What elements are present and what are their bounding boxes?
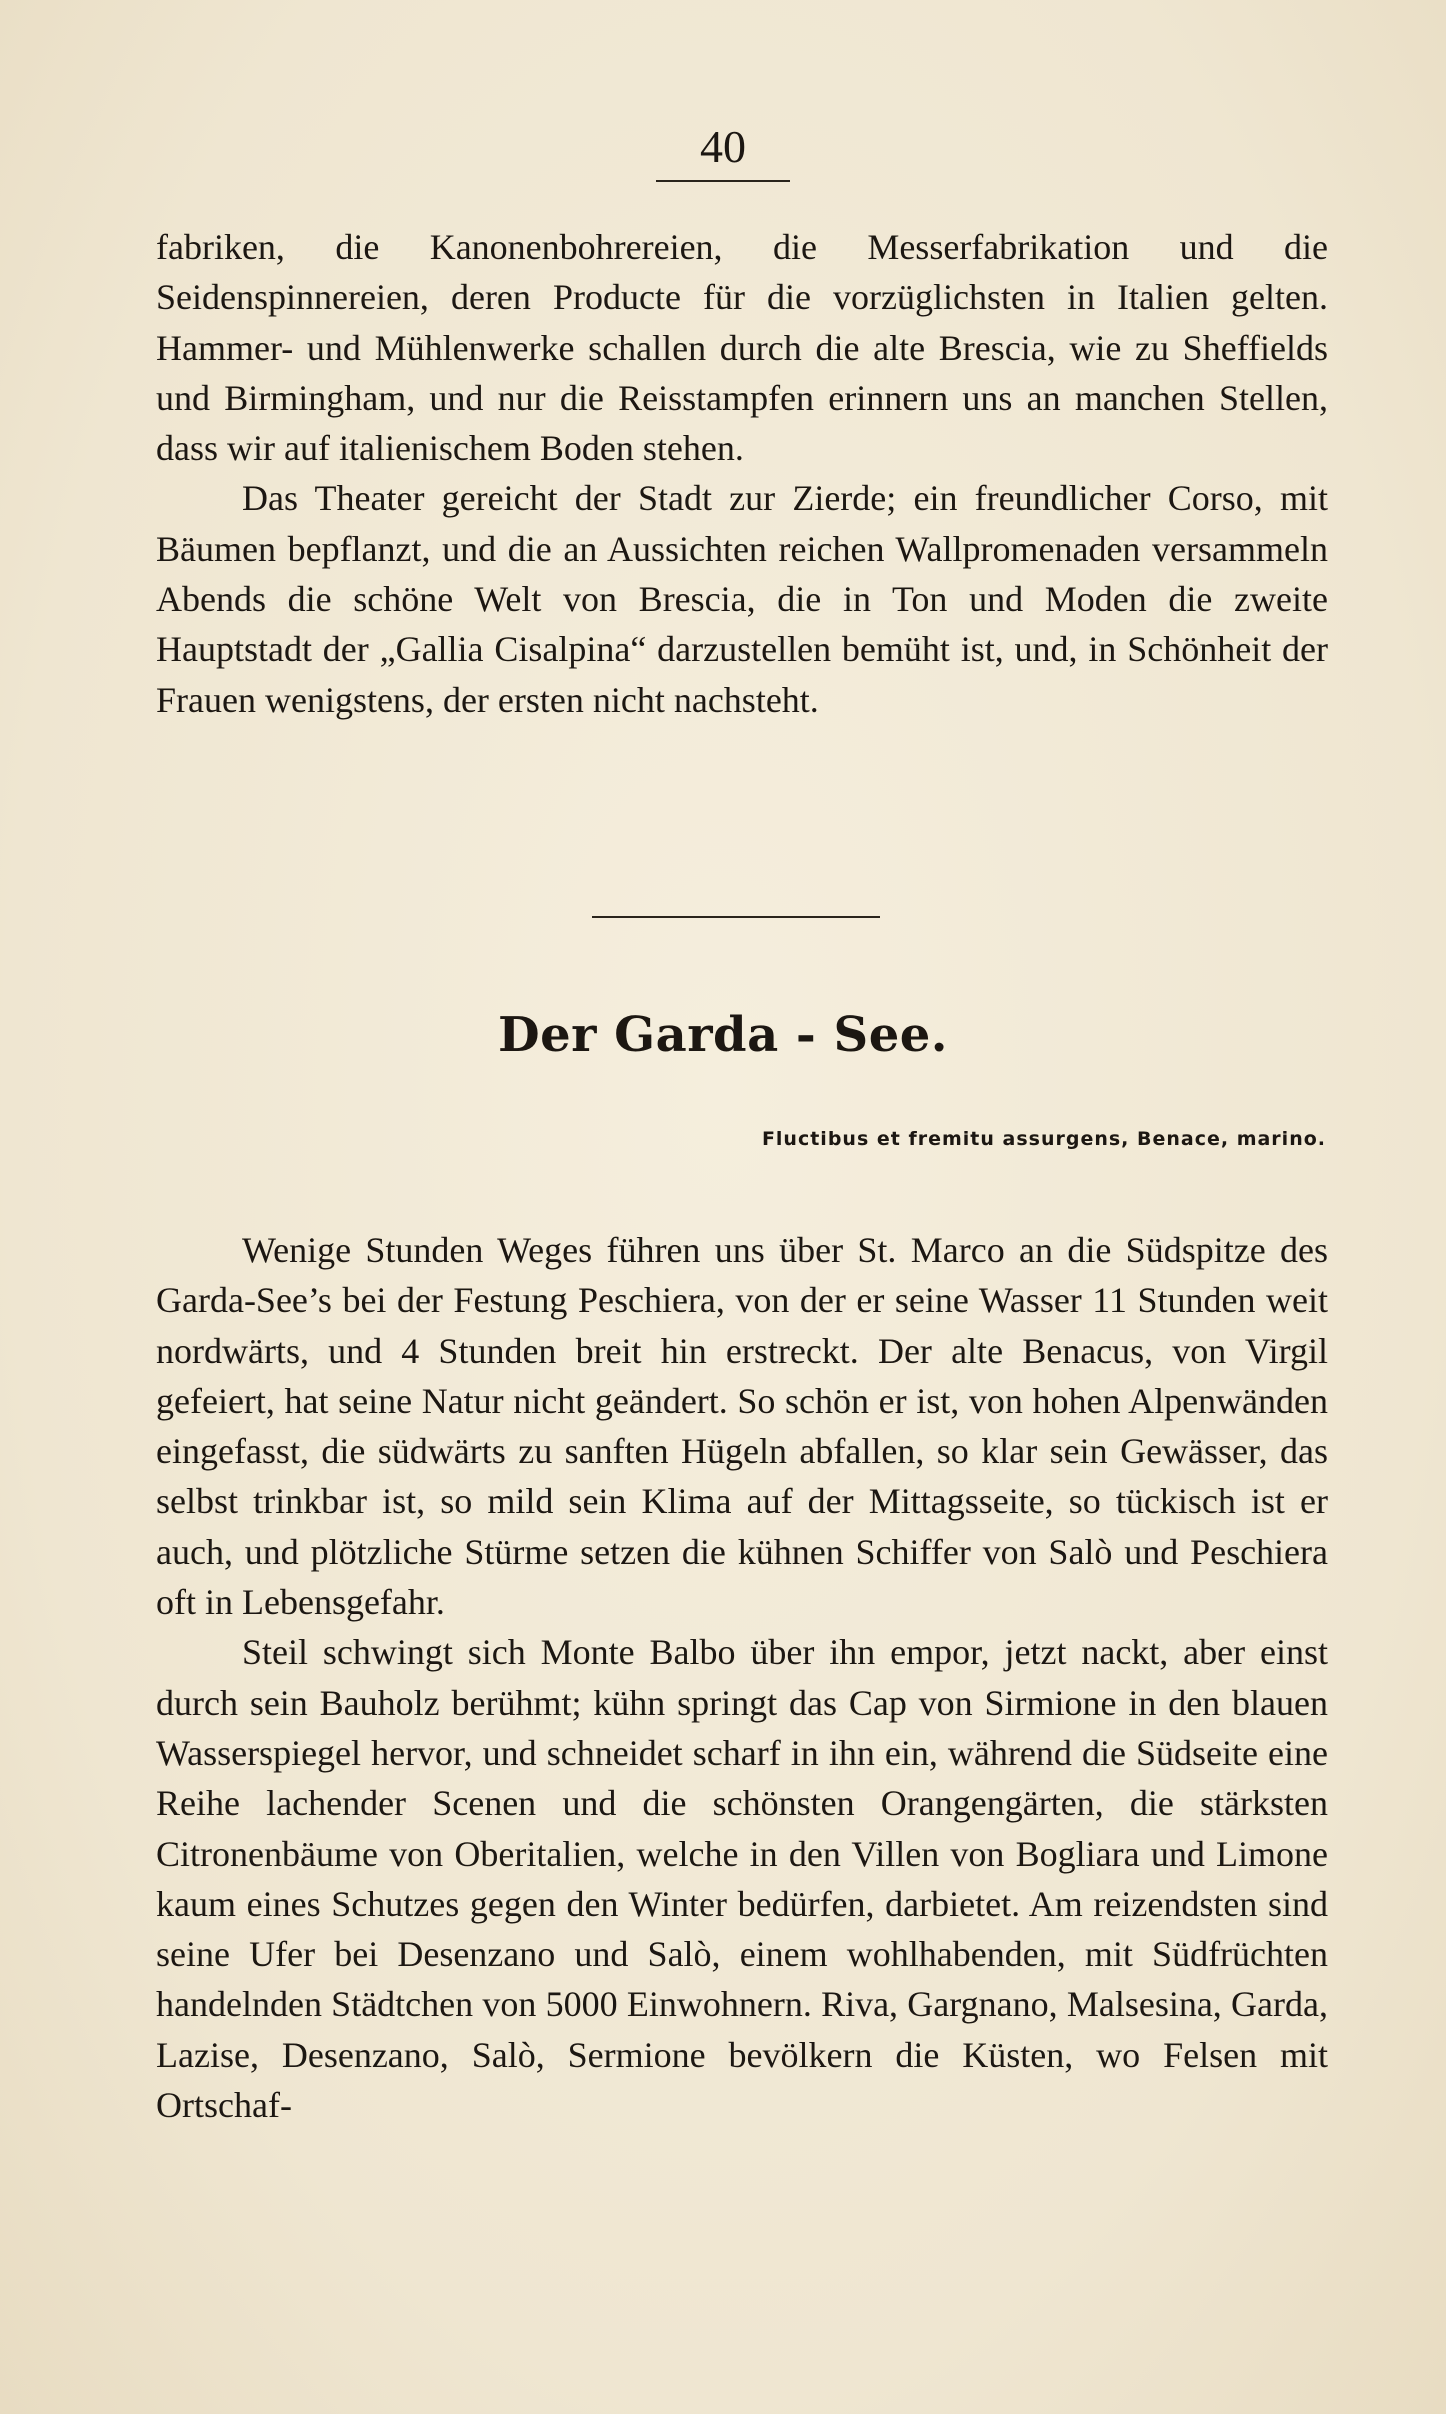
section-motto: Fluctibus et fremitu assurgens, Benace, marino. [761,1128,1326,1150]
text-block-top [156,222,1328,725]
page-number [0,121,1446,182]
section-divider [592,916,880,918]
paragraph: Wenige Stunden Weges führen uns über St. Marco an die Südspitze des Garda-See’s bei der Festung Peschiera, von der er seine Wasser 11 Stunden weit nordwärts, und 4 Stunden breit hin erstreckt. Der alte Benacus, von Virgil gefeiert, hat seine Natur nicht geändert. So schön er ist, von hohen Alpenwänden eingefasst, die südwärts zu sanften Hügeln abfallen, so klar sein Gewässer, das selbst trinkbar ist, so mild sein Klima auf der Mittagsseite, so tückisch ist er auch, und plötzliche Stürme setzen die kühnen Schiffer von Salò und Peschiera oft in Lebensgefahr. [156,1230,1328,1623]
section-heading: Der Garda - See. [497,1007,948,1063]
text-block-bottom [156,1225,1328,2130]
page-number-text: 40 [656,124,790,182]
paragraph: Das Theater gereicht der Stadt zur Zierde; ein freundlicher Corso, mit Bäumen bepflanzt, und die an Aussichten reichen Wallpromenaden versammeln Abends die schöne Welt von Brescia, die in Ton und Moden die zweite Hauptstadt der „Gallia Cisalpina“ darzustellen bemüht ist, und, in Schönheit der Frauen wenigstens, der ersten nicht nachsteht. [156,478,1328,720]
paragraph: Steil schwingt sich Monte Balbo über ihn empor, jetzt nackt, aber einst durch sein Bauholz berühmt; kühn springt das Cap von Sirmione in den blauen Wasserspiegel hervor, und schneidet scharf in ihn ein, während die Südseite eine Reihe lachender Scenen und die schönsten Orangengärten, die stärksten Citronenbäume von Oberitalien, welche in den Villen von Bogliara und Limone kaum eines Schutzes gegen den Winter bedürfen, darbietet. Am reizendsten sind seine Ufer bei Desenzano und Salò, einem wohlhabenden, mit Südfrüchten handelnden Städtchen von 5000 Einwohnern. Riva, Gargnano, Malsesina, Garda, Lazise, Desenzano, Salò, Sermione bevölkern die Küsten, wo Felsen mit Ortschaf- [156,1632,1328,2126]
paragraph: fabriken, die Kanonenbohrereien, die Messerfabrikation und die Seidenspinnereien, deren Producte für die vorzüglichsten in Italien gelten. Hammer- und Mühlenwerke schallen durch die alte Brescia, wie zu Sheffields und Birmingham, und nur die Reisstampfen erinnern uns an manchen Stellen, dass wir auf italienischem Boden stehen. [156,227,1328,469]
